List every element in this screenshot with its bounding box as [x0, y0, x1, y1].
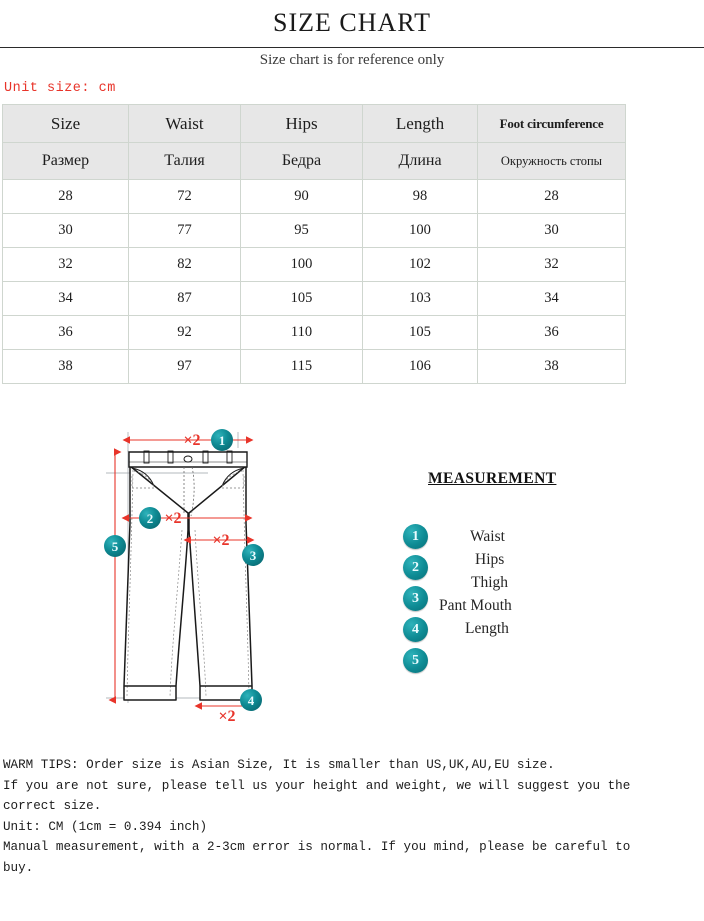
cell-hips: 95	[241, 214, 363, 248]
measurement-legend	[395, 462, 685, 687]
svg-text:5: 5	[111, 539, 119, 554]
cell-size: 28	[3, 180, 129, 214]
header-cell-length: Length	[363, 105, 478, 143]
cell-foot: 32	[478, 248, 626, 282]
size-table-wrapper	[2, 104, 625, 384]
legend-label-waist: Waist	[470, 528, 505, 545]
legend-marker-5: 5	[403, 648, 428, 673]
cell-length: 98	[363, 180, 478, 214]
legend-label-thigh: Thigh	[471, 574, 509, 591]
tips-line-1: WARM TIPS: Order size is Asian Size, It is smaller than US,UK,AU,EU size.	[3, 758, 555, 772]
header-cell-length-ru: Длина	[363, 143, 478, 180]
cell-size: 30	[3, 214, 129, 248]
cell-hips: 90	[241, 180, 363, 214]
svg-text:1: 1	[218, 433, 226, 448]
tips-line-5: Manual measurement, with a 2-3cm error is normal. If you mind, please be careful to	[3, 840, 631, 854]
table-row	[3, 350, 626, 384]
tips-line-4: Unit: CM (1cm = 0.394 inch)	[3, 819, 208, 834]
legend-marker-3: 3	[403, 586, 428, 611]
cell-waist: 72	[129, 180, 241, 214]
header-cell-hips-ru: Бедра	[241, 143, 363, 180]
cell-length: 105	[363, 316, 478, 350]
svg-text:2: 2	[146, 511, 154, 526]
header-cell-size-ru: Размер	[3, 143, 129, 180]
cell-size: 38	[3, 350, 129, 384]
svg-text:×2: ×2	[183, 432, 201, 449]
svg-text:3: 3	[249, 548, 257, 563]
cell-waist: 82	[129, 248, 241, 282]
legend-label-hips: Hips	[475, 551, 505, 568]
page-title: SIZE CHART	[273, 8, 431, 37]
cell-waist: 87	[129, 282, 241, 316]
table-header-row-en	[3, 105, 626, 143]
table-row	[3, 316, 626, 350]
cell-size: 36	[3, 316, 129, 350]
svg-text:4: 4	[247, 693, 255, 708]
table-row	[3, 282, 626, 316]
cell-size: 34	[3, 282, 129, 316]
cell-foot: 38	[478, 350, 626, 384]
cell-hips: 115	[241, 350, 363, 384]
legend-title: MEASUREMENT	[428, 470, 557, 487]
cell-hips: 110	[241, 316, 363, 350]
cell-foot: 34	[478, 282, 626, 316]
header-cell-waist-ru: Талия	[129, 143, 241, 180]
cell-waist: 92	[129, 316, 241, 350]
cell-length: 106	[363, 350, 478, 384]
cell-foot: 28	[478, 180, 626, 214]
table-row	[3, 214, 626, 248]
header-cell-size: Size	[3, 105, 129, 143]
table-header-row-ru	[3, 143, 626, 180]
svg-text:×2: ×2	[212, 532, 230, 549]
table-row	[3, 248, 626, 282]
header-cell-foot-circumference-ru: Окружность стопы	[478, 143, 626, 180]
warm-tips	[3, 755, 697, 878]
svg-text:×2: ×2	[164, 510, 182, 527]
svg-text:×2: ×2	[218, 708, 236, 725]
legend-label-pant-mouth: Pant Mouth	[439, 597, 512, 614]
cell-length: 103	[363, 282, 478, 316]
tips-line-6: buy.	[3, 860, 34, 875]
header-cell-foot-circumference: Foot circumference	[478, 105, 626, 143]
tips-line-2: If you are not sure, please tell us your height and weight, we will suggest you the	[3, 778, 631, 793]
legend-label-length: Length	[465, 620, 509, 637]
cell-length: 100	[363, 214, 478, 248]
size-table	[2, 104, 626, 384]
cell-hips: 100	[241, 248, 363, 282]
cell-waist: 97	[129, 350, 241, 384]
legend-marker-1: 1	[403, 524, 428, 549]
title-divider	[0, 47, 704, 48]
legend-marker-2: 2	[403, 555, 428, 580]
cell-size: 32	[3, 248, 129, 282]
header-cell-hips: Hips	[241, 105, 363, 143]
cell-waist: 77	[129, 214, 241, 248]
cell-foot: 30	[478, 214, 626, 248]
pants-measurement-diagram	[88, 418, 388, 738]
table-row	[3, 180, 626, 214]
legend-marker-4: 4	[403, 617, 428, 642]
unit-note: Unit size: cm	[4, 81, 116, 96]
cell-hips: 105	[241, 282, 363, 316]
cell-foot: 36	[478, 316, 626, 350]
cell-length: 102	[363, 248, 478, 282]
header-cell-waist: Waist	[129, 105, 241, 143]
page-subtitle: Size chart is for reference only	[259, 52, 445, 68]
tips-line-3: correct size.	[3, 799, 102, 813]
